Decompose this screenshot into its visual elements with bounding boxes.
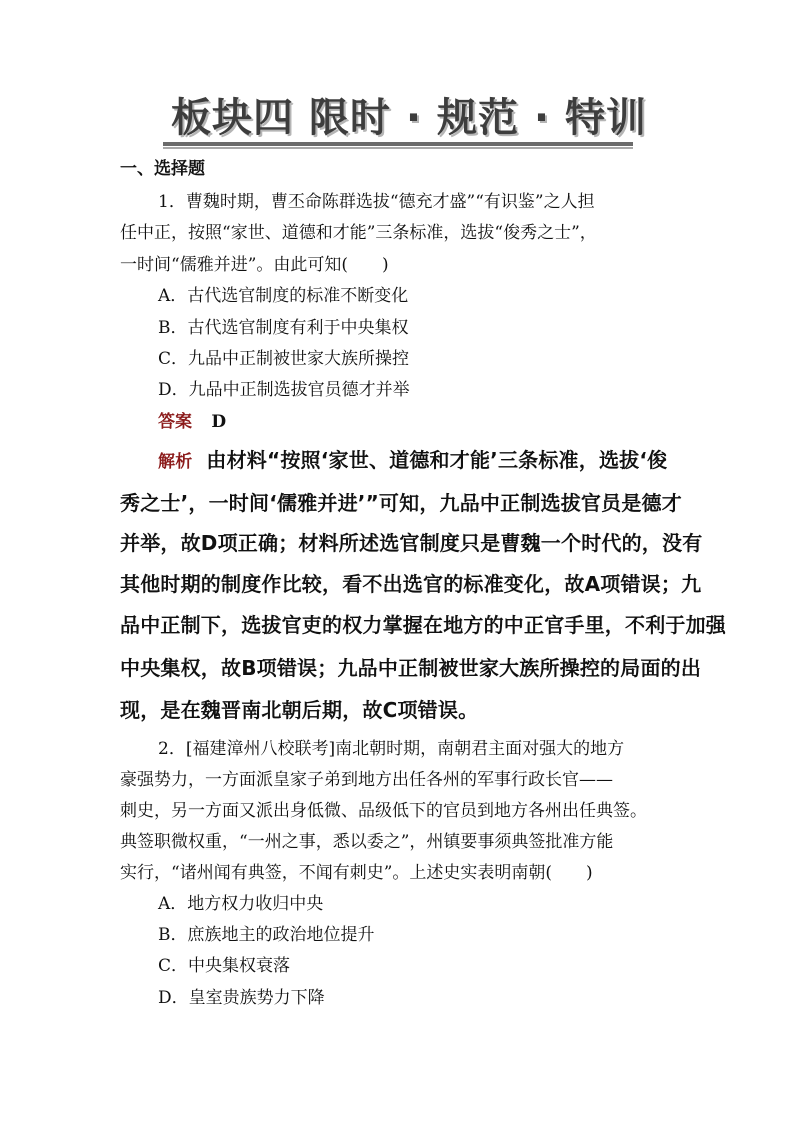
q1-option-b: B．古代选官制度有利于中央集权 — [158, 318, 409, 338]
q1-analysis-line-3: 并举，故D项正确；材料所述选官制度只是曹魏一个时代的，没有 — [120, 531, 703, 555]
q1-analysis-line-5: 品中正制下，选拔官吏的权力掌握在地方的中正官手里，不利于加强 — [120, 613, 726, 637]
q1-analysis-line-4: 其他时期的制度作比较，看不出选官的标准变化，故A项错误；九 — [120, 572, 702, 596]
q2-line-5: 实行，“诸州闻有典签，不闻有刺史”。上述史实表明南朝( ) — [120, 863, 593, 883]
analysis-text-1: 由材料“按照‘家世、道德和才能’三条标准，选拔‘俊 — [206, 448, 668, 472]
q2-line-4: 典签职微权重，“一州之事，悉以委之”，州镇要事须典签批准方能 — [120, 832, 614, 852]
q1-analysis-line-1 — [158, 440, 688, 482]
q1-line-2: 任中正，按照“家世、道德和才能”三条标准，选拔“俊秀之士”， — [120, 223, 597, 243]
q1-option-a: A．古代选官制度的标准不断变化 — [158, 286, 409, 306]
q1-option-c: C．九品中正制被世家大族所操控 — [158, 349, 410, 369]
section-heading: 一、选择题 — [120, 159, 205, 179]
page-title: 板块四 限时 · 规范 · 特训 — [171, 95, 648, 141]
q2-line-3: 刺史，另一方面又派出身低微、品级低下的官员到地方各州出任典签。 — [120, 801, 647, 821]
q2-option-c: C．中央集权衰落 — [158, 956, 291, 976]
q1-option-d: D．九品中正制选拔官员德才并举 — [158, 380, 410, 400]
q1-line-3: 一时间“儒雅并进”。由此可知( ) — [120, 255, 389, 275]
q1-analysis-line-6: 中央集权，故B项错误；九品中正制被世家大族所操控的局面的出 — [120, 656, 702, 680]
q1-analysis-line-7: 现，是在魏晋南北朝后期，故C项错误。 — [120, 698, 479, 722]
title-banner — [163, 92, 648, 150]
q2-option-b: B．庶族地主的政治地位提升 — [158, 925, 375, 945]
title-underline-shadow — [163, 147, 633, 149]
q1-analysis-line-2: 秀之士’，一时间‘儒雅并进’”可知，九品中正制选拔官员是德才 — [120, 491, 682, 515]
answer-value: D — [211, 412, 227, 432]
q2-option-a: A．地方权力收归中央 — [158, 894, 324, 914]
q2-option-d: D．皇室贵族势力下降 — [158, 988, 325, 1008]
title-underline — [163, 142, 633, 146]
q2-line-1: 2．[福建漳州八校联考]南北朝时期，南朝君主面对强大的地方 — [158, 739, 625, 759]
q2-line-2: 豪强势力，一方面派皇家子弟到地方出任各州的军事行政长官—— — [120, 770, 613, 790]
q1-answer — [158, 407, 703, 438]
q1-line-1: 1．曹魏时期，曹丕命陈群选拔“德充才盛”“有识鉴”之人担 — [158, 192, 595, 212]
analysis-label: 解析 — [158, 452, 193, 472]
answer-label: 答案 — [158, 412, 192, 432]
